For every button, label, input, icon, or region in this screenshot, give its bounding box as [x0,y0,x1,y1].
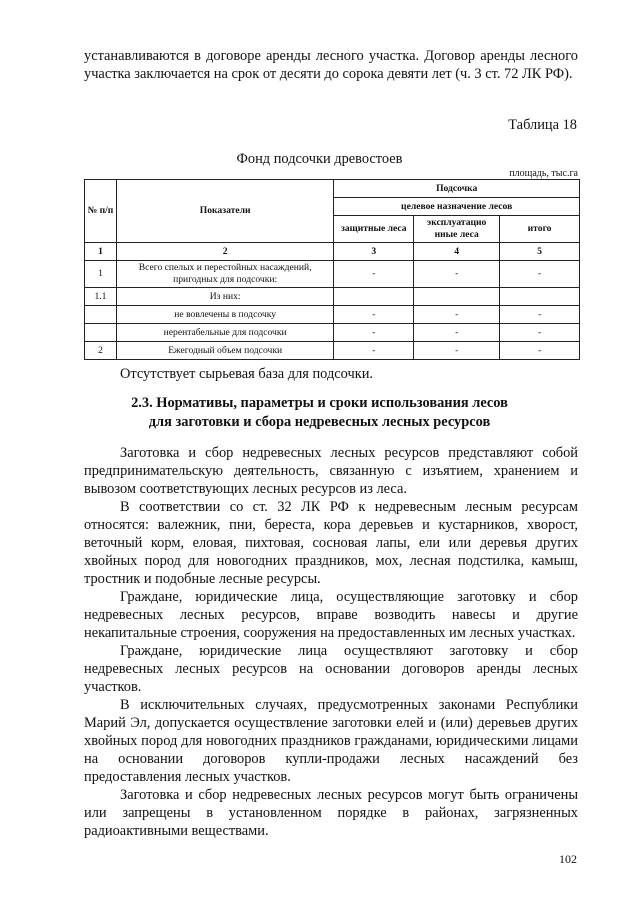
row-value: - [334,342,414,360]
table-units: площадь, тыс.га [509,168,578,179]
tapping-fund-table [84,179,580,360]
row-num [85,324,117,342]
row-value [414,288,500,306]
page-number: 102 [559,852,577,866]
table-number: Таблица 18 [508,117,577,133]
row-value [500,288,580,306]
row-value: - [334,324,414,342]
row-value: - [334,306,414,324]
column-number: 1 [85,243,117,261]
table-row [85,306,580,324]
header-protective: защитные леса [334,216,414,243]
section-heading-line-2: для заготовки и сбора недревесных лесных ресурсов [148,414,491,430]
body-paragraph: Граждане, юридические лица осуществляют заготовку и сбор недревесных лесных ресурсов на основании договоров аренды лесных участков. [84,643,578,695]
row-num: 1.1 [85,288,117,306]
body-paragraph: В соответствии со ст. 32 ЛК РФ к недревесным лесным ресурсам относятся: валежник, пни, береста, кора деревьев и кустарников, хворост, веточный корм, еловая, пихтовая, сосновая лапы, ели или деревья других хвойных пород для новогодних праздников, мох, лесная подстилка, камыш, тростник и подобные лесные ресурсы. [84,499,578,587]
row-num: 1 [85,261,117,288]
row-value: - [414,261,500,288]
table-header-row [85,180,580,198]
row-num [85,306,117,324]
row-label: Всего спелых и перестойных насаждений, пригодных для подсочки: [116,261,333,288]
table-row [85,261,580,288]
row-num: 2 [85,342,117,360]
row-label: не вовлечены в подсочку [116,306,333,324]
absent-note: Отсутствует сырьевая база для подсочки. [120,366,374,382]
table-row [85,342,580,360]
row-value: - [334,261,414,288]
row-value: - [500,342,580,360]
row-label: Ежегодный объем подсочки [116,342,333,360]
column-number: 3 [334,243,414,261]
body-paragraph: Заготовка и сбор недревесных лесных ресурсов могут быть ограничены или запрещены в установленном порядке в районах, загрязненных радиоактивными веществами. [84,787,578,839]
table-row [85,324,580,342]
intro-text-block [84,47,578,83]
column-number: 2 [116,243,333,261]
row-value [334,288,414,306]
section-heading-line-1: 2.3. Нормативы, параметры и сроки использования лесов [131,395,508,411]
column-number-row [85,243,580,261]
row-value: - [500,324,580,342]
row-label: Из них: [116,288,333,306]
row-value: - [500,306,580,324]
body-paragraph: Заготовка и сбор недревесных лесных ресурсов представляют собой предпринимательскую деятельность, связанную с изъятием, хранением и вывозом соответствующих лесных ресурсов из леса. [84,445,578,497]
header-tapping: Подсочка [334,180,580,198]
section-heading [0,394,639,432]
header-num: № п/п [85,180,117,243]
table-title: Фонд подсочки древостоев [236,151,403,167]
header-total: итого [500,216,580,243]
header-exploitation: эксплуатацио нные леса [414,216,500,243]
body-text-block [84,444,578,840]
header-indicators: Показатели [116,180,333,243]
row-value: - [414,342,500,360]
row-label: нерентабельные для подсочки [116,324,333,342]
body-paragraph: Граждане, юридические лица, осуществляющие заготовку и сбор недревесных лесных ресурсов, вправе возводить навесы и другие некапитальные строения, сооружения на предоставленных им лесных участках. [84,589,578,641]
column-number: 4 [414,243,500,261]
row-value: - [500,261,580,288]
body-paragraph: В исключительных случаях, предусмотренных законами Республики Марий Эл, допускается осуществление заготовки елей и (или) деревьев других хвойных пород для новогодних праздников гражданами, юридическими лицами на основании договоров купли-продажи лесных насаждений без предоставления лесных участков. [84,697,578,785]
intro-paragraph: устанавливаются в договоре аренды лесного участка. Договор аренды лесного участка заключается на срок от десяти до сорока девяти лет (ч. 3 ст. 72 ЛК РФ). [84,48,578,82]
row-value: - [414,324,500,342]
table-row [85,288,580,306]
column-number: 5 [500,243,580,261]
header-purpose: целевое назначение лесов [334,198,580,216]
row-value: - [414,306,500,324]
